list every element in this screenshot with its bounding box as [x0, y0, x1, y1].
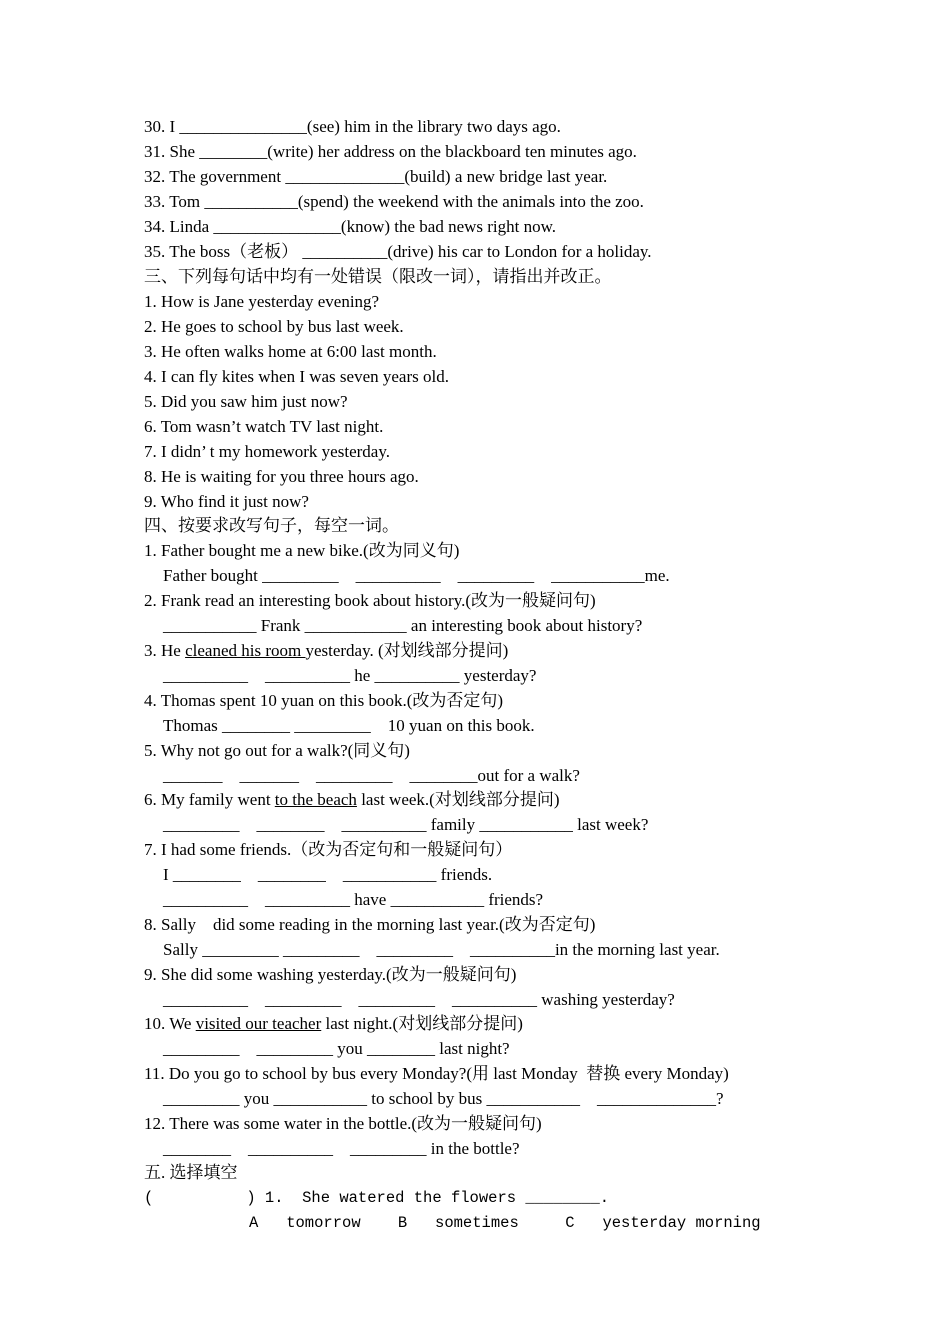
rewrite-3-underlined: cleaned his room	[185, 641, 306, 660]
rewrite-6-prefix: 6. My family went	[144, 790, 275, 809]
rewrite-1-prompt: 1. Father bought me a new bike.(改为同义句)	[144, 541, 460, 560]
rewrite-7-answer-b: __________ __________ have ___________ friends?	[163, 890, 544, 909]
rewrite-8-prompt: 8. Sally did some reading in the morning last year.(改为否定句)	[144, 915, 596, 934]
error-item-5: 5. Did you saw him just now?	[144, 392, 348, 411]
rewrite-7-prompt: 7. I had some friends.（改为否定句和一般疑问句）	[144, 840, 513, 859]
choice-1-question: ( ) 1. She watered the flowers ________.	[144, 1189, 610, 1207]
error-item-3: 3. He often walks home at 6:00 last month.	[144, 342, 437, 361]
rewrite-6-suffix: last week.(对划线部分提问)	[356, 790, 560, 809]
rewrite-12-prompt: 12. There was some water in the bottle.(改为一般疑问句)	[144, 1114, 542, 1133]
rewrite-10-suffix: last night.(对划线部分提问)	[321, 1014, 523, 1033]
rewrite-1-answer: Father bought _________ __________ _________ ___________me.	[163, 566, 670, 585]
rewrite-11-answer: _________ you ___________ to school by bus ___________ ______________?	[163, 1089, 724, 1108]
exercise-32: 32. The government ______________(build) a new bridge last year.	[144, 167, 608, 186]
rewrite-10-answer: _________ _________ you ________ last night?	[163, 1039, 510, 1058]
section-5-heading: 五. 选择填空	[144, 1163, 238, 1182]
rewrite-3-prompt	[144, 641, 508, 661]
error-item-8: 8. He is waiting for you three hours ago.	[144, 467, 419, 486]
exercise-30: 30. I _______________(see) him in the library two days ago.	[144, 117, 561, 136]
rewrite-3-answer: __________ __________ he __________ yesterday?	[163, 666, 537, 685]
section-4-heading: 四、按要求改写句子，每空一词。	[144, 516, 399, 535]
error-item-1: 1. How is Jane yesterday evening?	[144, 292, 380, 311]
rewrite-7-answer-a: I ________ ________ ___________ friends.	[163, 865, 493, 884]
rewrite-9-prompt: 9. She did some washing yesterday.(改为一般疑问句)	[144, 965, 517, 984]
error-item-2: 2. He goes to school by bus last week.	[144, 317, 404, 336]
rewrite-3-prefix: 3. He	[144, 641, 186, 660]
rewrite-6-underlined: to the beach	[274, 790, 357, 809]
rewrite-10-underlined: visited our teacher	[195, 1014, 322, 1033]
rewrite-4-answer: Thomas ________ _________ 10 yuan on this book.	[163, 716, 535, 735]
error-item-7: 7. I didn’ t my homework yesterday.	[144, 442, 390, 461]
rewrite-3-suffix: yesterday. (对划线部分提问)	[305, 641, 509, 660]
rewrite-5-prompt: 5. Why not go out for a walk?(同义句)	[144, 741, 410, 760]
rewrite-2-prompt: 2. Frank read an interesting book about history.(改为一般疑问句)	[144, 591, 596, 610]
error-item-9: 9. Who find it just now?	[144, 492, 309, 511]
rewrite-8-answer: Sally _________ _________ _________ __________in the morning last year.	[163, 940, 720, 959]
rewrite-12-answer: ________ __________ _________ in the bottle?	[163, 1139, 520, 1158]
exercise-35: 35. The boss（老板） __________(drive) his car to London for a holiday.	[144, 242, 652, 261]
rewrite-10-prefix: 10. We	[144, 1014, 196, 1033]
section-3-heading: 三、下列每句话中均有一处错误（限改一词），请指出并改正。	[144, 267, 612, 286]
rewrite-9-answer: __________ _________ _________ __________ washing yesterday?	[163, 990, 675, 1009]
rewrite-6-answer: _________ ________ __________ family ___________ last week?	[163, 815, 649, 834]
rewrite-10-prompt	[144, 1014, 523, 1034]
rewrite-5-answer: _______ _______ _________ ________out for a walk?	[163, 766, 580, 785]
exercise-34: 34. Linda _______________(know) the bad news right now.	[144, 217, 557, 236]
rewrite-6-prompt	[144, 790, 560, 810]
error-item-6: 6. Tom wasn’t watch TV last night.	[144, 417, 384, 436]
exercise-31: 31. She ________(write) her address on the blackboard ten minutes ago.	[144, 142, 637, 161]
rewrite-2-answer: ___________ Frank ____________ an interesting book about history?	[163, 616, 643, 635]
choice-1-options: A tomorrow B sometimes C yesterday morning	[249, 1214, 761, 1232]
error-item-4: 4. I can fly kites when I was seven years old.	[144, 367, 449, 386]
exercise-33: 33. Tom ___________(spend) the weekend with the animals into the zoo.	[144, 192, 644, 211]
rewrite-11-prompt: 11. Do you go to school by bus every Monday?(用 last Monday 替换 every Monday)	[144, 1064, 729, 1083]
rewrite-4-prompt: 4. Thomas spent 10 yuan on this book.(改为否定句)	[144, 691, 504, 710]
